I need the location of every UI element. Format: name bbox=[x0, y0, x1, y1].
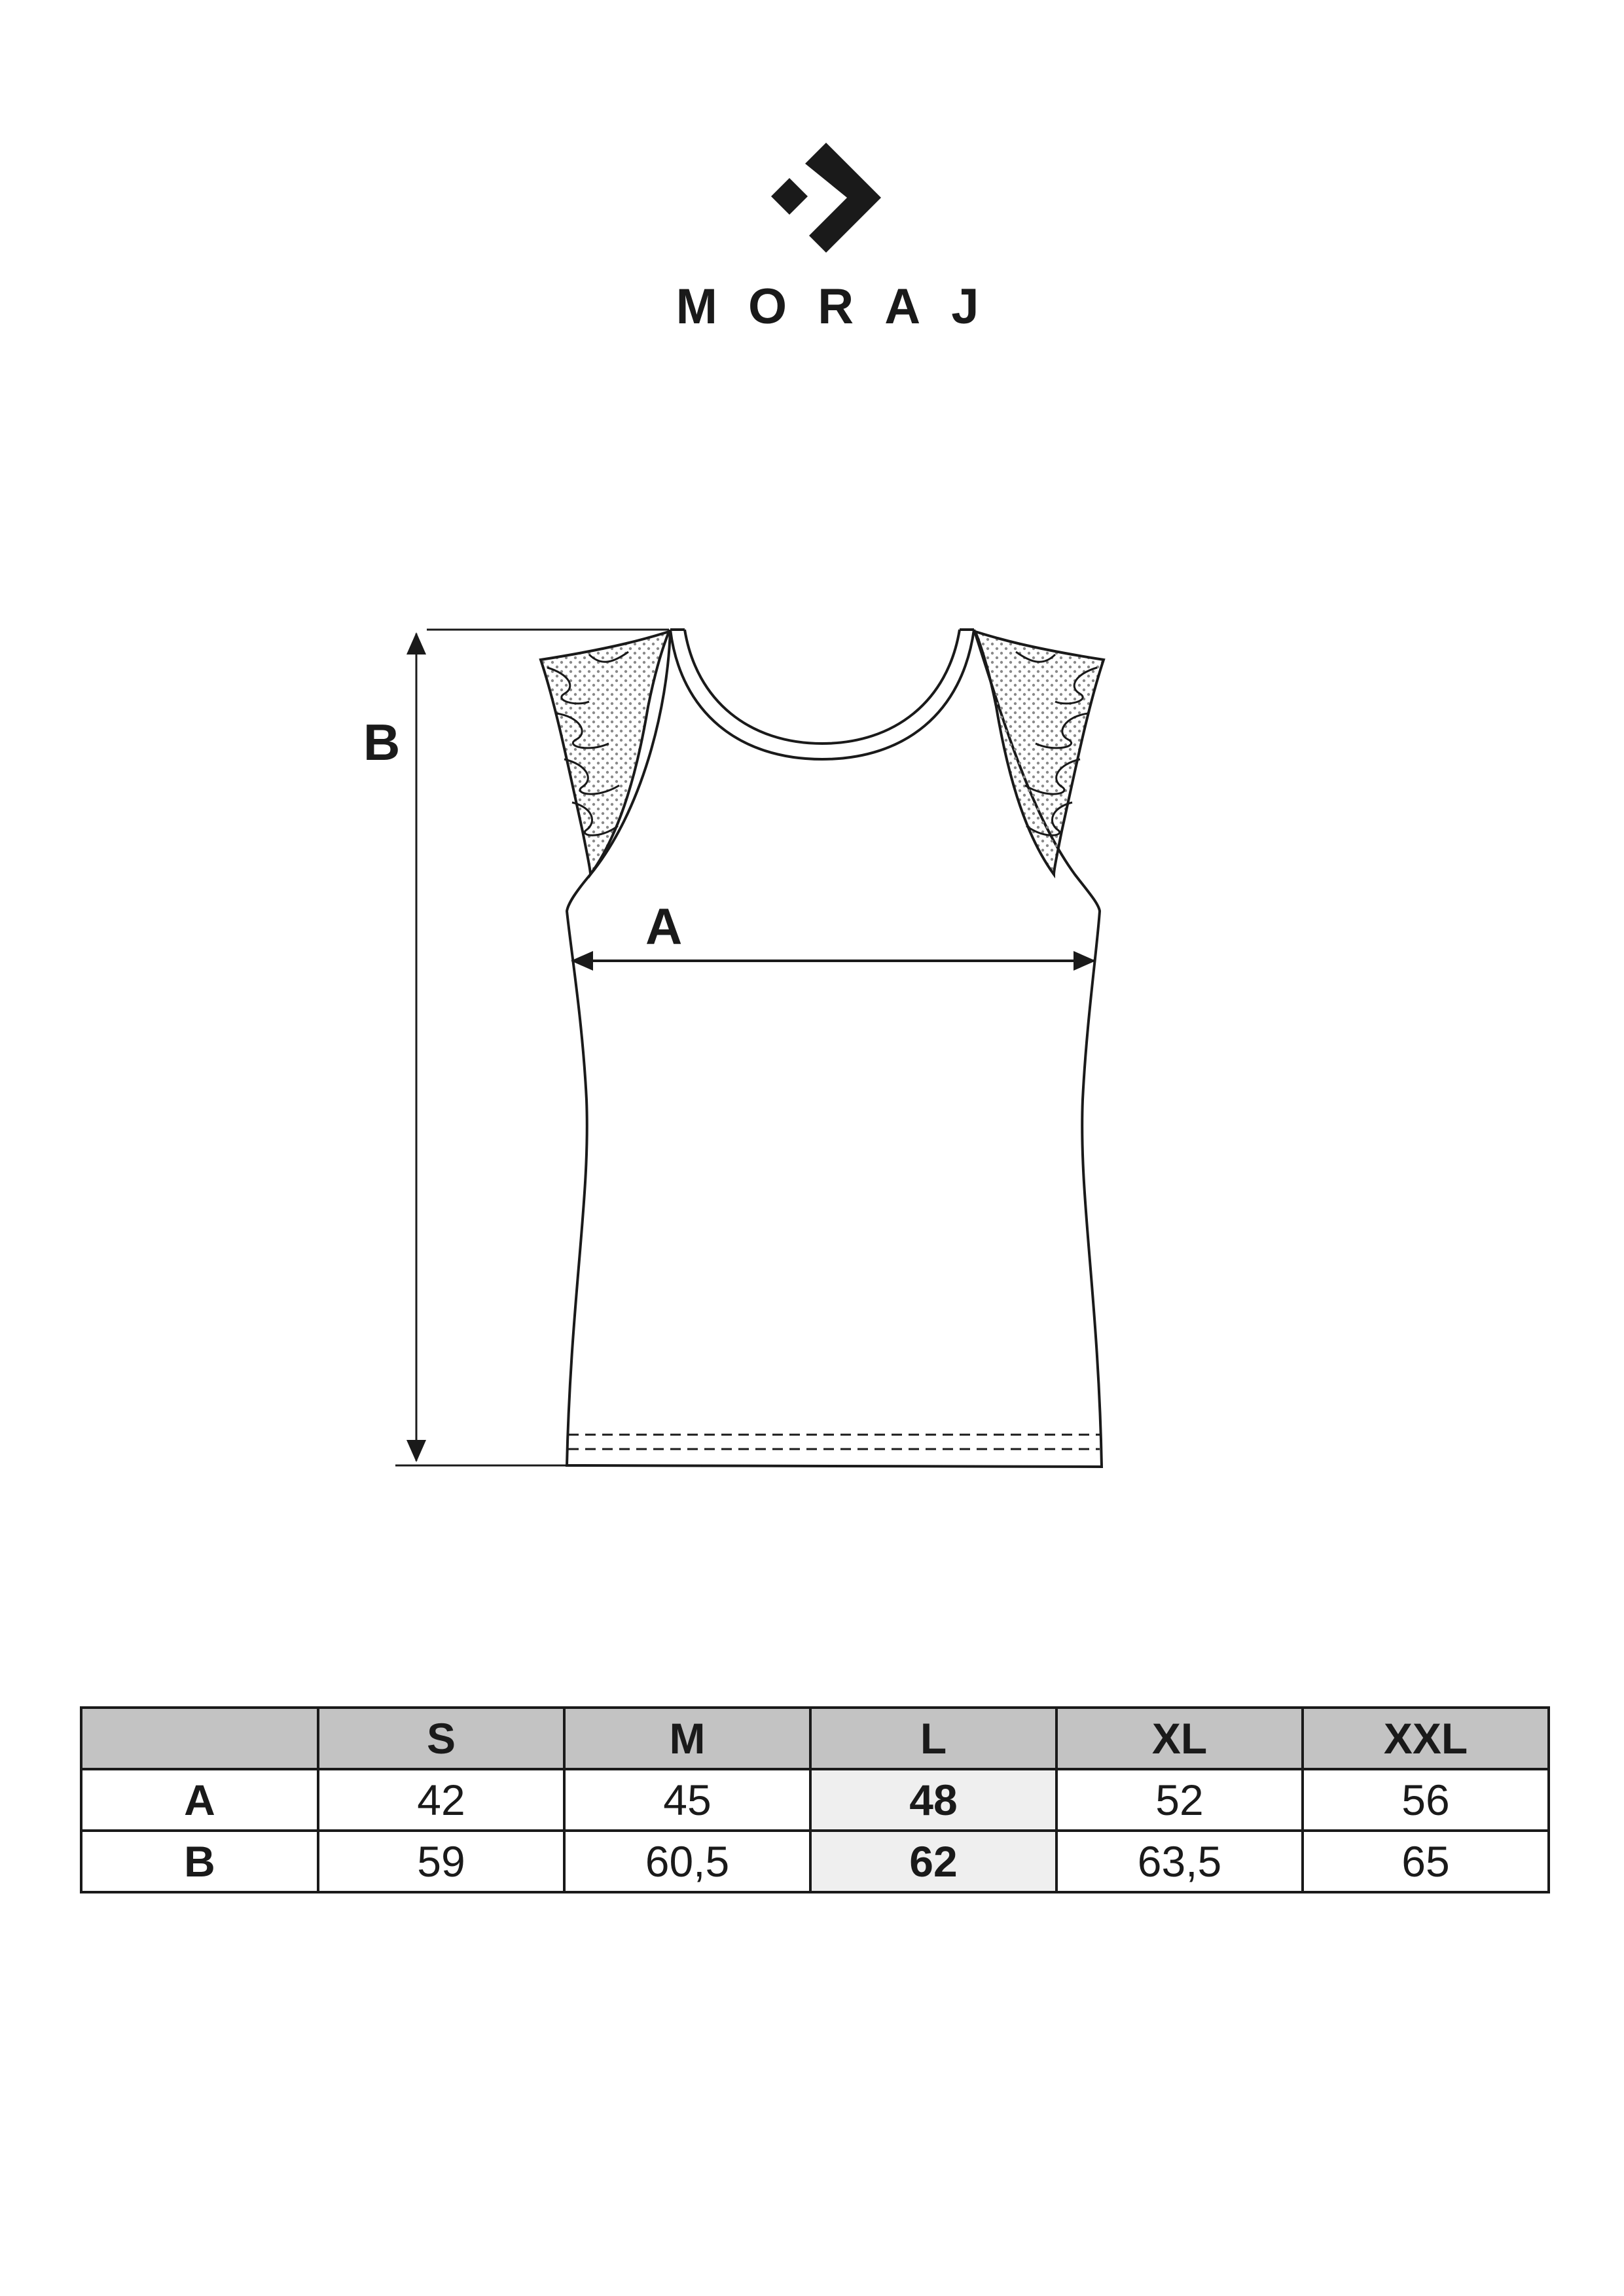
cell-b-m: 60,5 bbox=[564, 1831, 810, 1892]
header-size-m: M bbox=[564, 1708, 810, 1769]
table-row bbox=[81, 1769, 1549, 1831]
cell-a-xl: 52 bbox=[1056, 1769, 1303, 1831]
cell-a-s: 42 bbox=[318, 1769, 564, 1831]
size-chart-table bbox=[80, 1706, 1550, 1893]
table-row bbox=[81, 1831, 1549, 1892]
cell-b-xl: 63,5 bbox=[1056, 1831, 1303, 1892]
table-header-row bbox=[81, 1708, 1549, 1769]
dimension-b-label: B bbox=[363, 713, 401, 771]
right-ruffle-sleeve bbox=[975, 632, 1104, 874]
cell-b-s: 59 bbox=[318, 1831, 564, 1892]
neckline-outer bbox=[670, 630, 974, 759]
header-corner-cell bbox=[81, 1708, 318, 1769]
neckline-inner bbox=[685, 630, 960, 744]
row-label-a: A bbox=[81, 1769, 318, 1831]
header-size-xl: XL bbox=[1056, 1708, 1303, 1769]
cell-a-xxl: 56 bbox=[1303, 1769, 1549, 1831]
cell-a-l: 48 bbox=[810, 1769, 1056, 1831]
cell-a-m: 45 bbox=[564, 1769, 810, 1831]
cell-b-xxl: 65 bbox=[1303, 1831, 1549, 1892]
row-label-b: B bbox=[81, 1831, 318, 1892]
header-size-xxl: XXL bbox=[1303, 1708, 1549, 1769]
dimension-a-label: A bbox=[645, 897, 683, 955]
cell-b-l: 62 bbox=[810, 1831, 1056, 1892]
header-size-l: L bbox=[810, 1708, 1056, 1769]
header-size-s: S bbox=[318, 1708, 564, 1769]
brand-name: MORAJ bbox=[676, 279, 1010, 334]
